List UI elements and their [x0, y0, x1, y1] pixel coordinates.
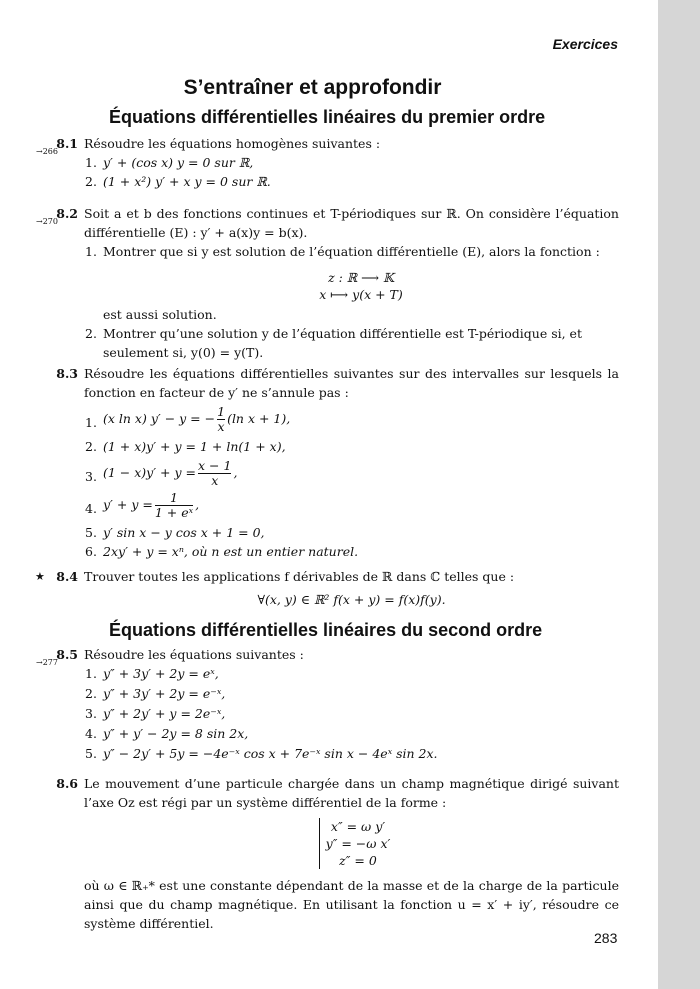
list-item: 4. y″ + y′ − 2y = 8 sin 2x, [85, 726, 249, 741]
page-title: S’entraîner et approfondir [183, 76, 442, 99]
list-item: 1. y″ + 3y′ + 2y = eˣ, [85, 666, 219, 681]
list-item: 2. y″ + 3y′ + 2y = e⁻ˣ, [85, 686, 226, 701]
map-definition-line: z : ℝ ⟶ 𝕂 [328, 270, 394, 285]
exercise-number: 8.5 [56, 647, 78, 662]
list-item: 5. y″ − 2y′ + 5y = −4e⁻ˣ cos x + 7e⁻ˣ sin x − 4eˣ sin 2x. [85, 746, 438, 761]
exercise-statement: Trouver toutes les applications f dérivables de ℝ dans ℂ telles que : [84, 569, 515, 584]
difficulty-star-icon: ★ [35, 570, 45, 583]
list-item: 1. Montrer que si y est solution de l’équation différentielle (E), alors la fonction : z : ℝ ⟶ 𝕂 x ⟼ y(x + T) est aussi solution. [84, 242, 619, 324]
page-number: 283 [594, 930, 618, 946]
fraction: $\frac{1}{x}$ [217, 404, 226, 434]
exercise-statement: Résoudre les équations différentielles suivantes sur des intervalles sur lesquels la fonction en facteur de y′ ne s’annule pas : [84, 366, 619, 400]
exercise-reference: →270 [36, 217, 58, 226]
list-item: 1. (x ln x) y′ − y = − $\frac{1}{x}$ (ln x + 1), [85, 404, 291, 434]
section-heading-second-order: Équations différentielles linéaires du second ordre [109, 620, 543, 640]
page-edge-band [658, 0, 700, 989]
list-item: 1. y′ + (cos x) y = 0 sur ℝ, [85, 155, 254, 170]
map-definition-line: x ⟼ y(x + T) [319, 287, 403, 302]
exercise-statement: Le mouvement d’une particule chargée dans un champ magnétique dirigé suivant l’axe Oz est régi par un système différentiel de la forme : [84, 776, 619, 810]
list-item: 2. (1 + x²) y′ + x y = 0 sur ℝ. [85, 174, 271, 189]
list-item: 2. Montrer qu’une solution y de l’équation différentielle est T-périodique si, et seulement si, y(0) = y(T). [85, 326, 582, 360]
section-heading-first-order: Équations différentielles linéaires du premier ordre [109, 107, 546, 127]
exercise-reference: →266 [36, 147, 58, 156]
exercise-statement: est aussi solution. [103, 307, 217, 322]
list-item: 5. y′ sin x − y cos x + 1 = 0, [85, 525, 265, 540]
list-item: 3. y″ + 2y′ + y = 2e⁻ˣ, [85, 706, 226, 721]
display-formula: ∀(x, y) ∈ ℝ² f(x + y) = f(x)f(y). [257, 592, 446, 607]
differential-system: x″ = ω y′ y″ = −ω x′ z″ = 0 [319, 818, 391, 869]
running-header: Exercices [552, 36, 618, 52]
list-item: 6. 2xy′ + y = xⁿ, où n est un entier naturel. [85, 544, 359, 559]
fraction: $\frac{x - 1}{x}$ [198, 458, 232, 488]
exercise-statement: Résoudre les équations suivantes : [84, 647, 304, 662]
list-item: 2. (1 + x)y′ + y = 1 + ln(1 + x), [85, 439, 286, 454]
exercise-number: 8.3 [56, 366, 78, 381]
exercise-statement: Résoudre les équations homogènes suivantes : [84, 136, 381, 151]
exercise-number: 8.1 [56, 136, 78, 151]
exercise-statement: où ω ∈ ℝ₊* est une constante dépendant de la masse et de la charge de la particule ainsi que du champ magnétique. En utilisant la fonction u = x′ + iy′, résoudre ce système différentiel. [84, 878, 619, 931]
exercise-statement: Soit a et b des fonctions continues et T-périodiques sur ℝ. On considère l’équation différentielle (E) : y′ + a(x)y = b(x). [84, 206, 619, 240]
fraction: $\frac{1}{\text{1 + eˣ}}$ [154, 490, 194, 520]
exercise-reference: →277 [36, 658, 58, 667]
list-item: 3. (1 − x)y′ + y = $\frac{x - 1}{x}$ , [85, 458, 238, 488]
exercise-number: 8.6 [56, 776, 78, 791]
exercise-number: 8.4 [56, 569, 78, 584]
exercise-number: 8.2 [56, 206, 78, 221]
list-item: 4. y′ + y = $\frac{1}{\text{1 + eˣ}}$ , [85, 490, 200, 520]
